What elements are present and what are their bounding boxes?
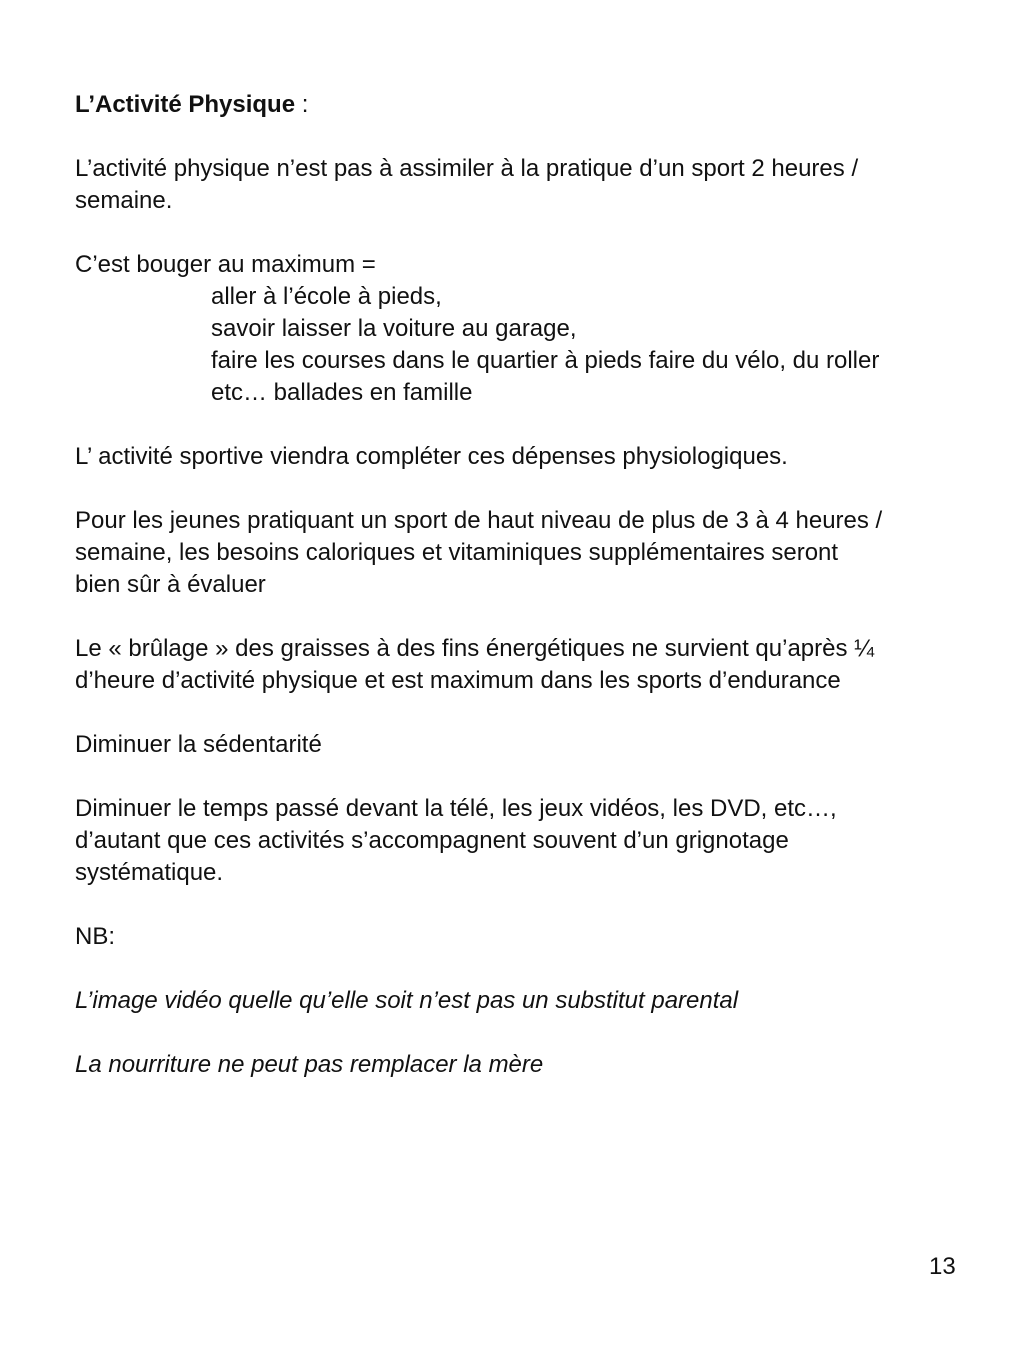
spacer [75, 889, 975, 921]
brulage-line-2: d’heure d’activité physique et est maximum dans les sports d’endurance [75, 667, 841, 694]
nb-label: NB: [75, 923, 116, 950]
spacer [75, 697, 975, 729]
bouger-item-2: savoir laisser la voiture au garage, [211, 315, 577, 342]
spacer [75, 121, 975, 153]
nb-note-2: La nourriture ne peut pas remplacer la mère [75, 1051, 544, 1078]
bouger-item-3: faire les courses dans le quartier à pieds faire du vélo, du roller [211, 347, 880, 374]
sedentarite-paragraph: Diminuer la sédentarité [75, 731, 322, 758]
spacer [75, 1017, 975, 1049]
heading-title: L’Activité Physique [75, 91, 296, 118]
temps-line-2: d’autant que ces activités s’accompagnent souvent d’un grignotage [75, 827, 789, 854]
heading-colon: : [295, 91, 309, 118]
spacer [75, 473, 975, 505]
jeunes-line-2: semaine, les besoins caloriques et vitaminiques supplémentaires seront [75, 539, 839, 566]
intro-line-2: semaine. [75, 187, 173, 214]
page-number: 13 [929, 1253, 956, 1280]
sportive-paragraph: L’ activité sportive viendra compléter ces dépenses physiologiques. [75, 443, 788, 470]
temps-line-3: systématique. [75, 859, 224, 886]
spacer [75, 601, 975, 633]
bouger-item-4: etc… ballades en famille [211, 379, 473, 406]
temps-line-1: Diminuer le temps passé devant la télé, les jeux vidéos, les DVD, etc…, [75, 795, 837, 822]
spacer [75, 409, 975, 441]
section-heading [75, 89, 975, 121]
jeunes-line-1: Pour les jeunes pratiquant un sport de haut niveau de plus de 3 à 4 heures / [75, 507, 883, 534]
spacer [75, 761, 975, 793]
spacer [75, 217, 975, 249]
bouger-item-1: aller à l’école à pieds, [211, 283, 442, 310]
bouger-lead: C’est bouger au maximum = [75, 251, 376, 278]
jeunes-line-3: bien sûr à évaluer [75, 571, 266, 598]
document-body [75, 89, 975, 1081]
spacer [75, 953, 975, 985]
brulage-line-1: Le « brûlage » des graisses à des fins énergétiques ne survient qu’après ¼ [75, 635, 875, 662]
nb-note-1: L’image vidéo quelle qu’elle soit n’est pas un substitut parental [75, 987, 739, 1014]
intro-line-1: L’activité physique n’est pas à assimiler à la pratique d’un sport 2 heures / [75, 155, 859, 182]
